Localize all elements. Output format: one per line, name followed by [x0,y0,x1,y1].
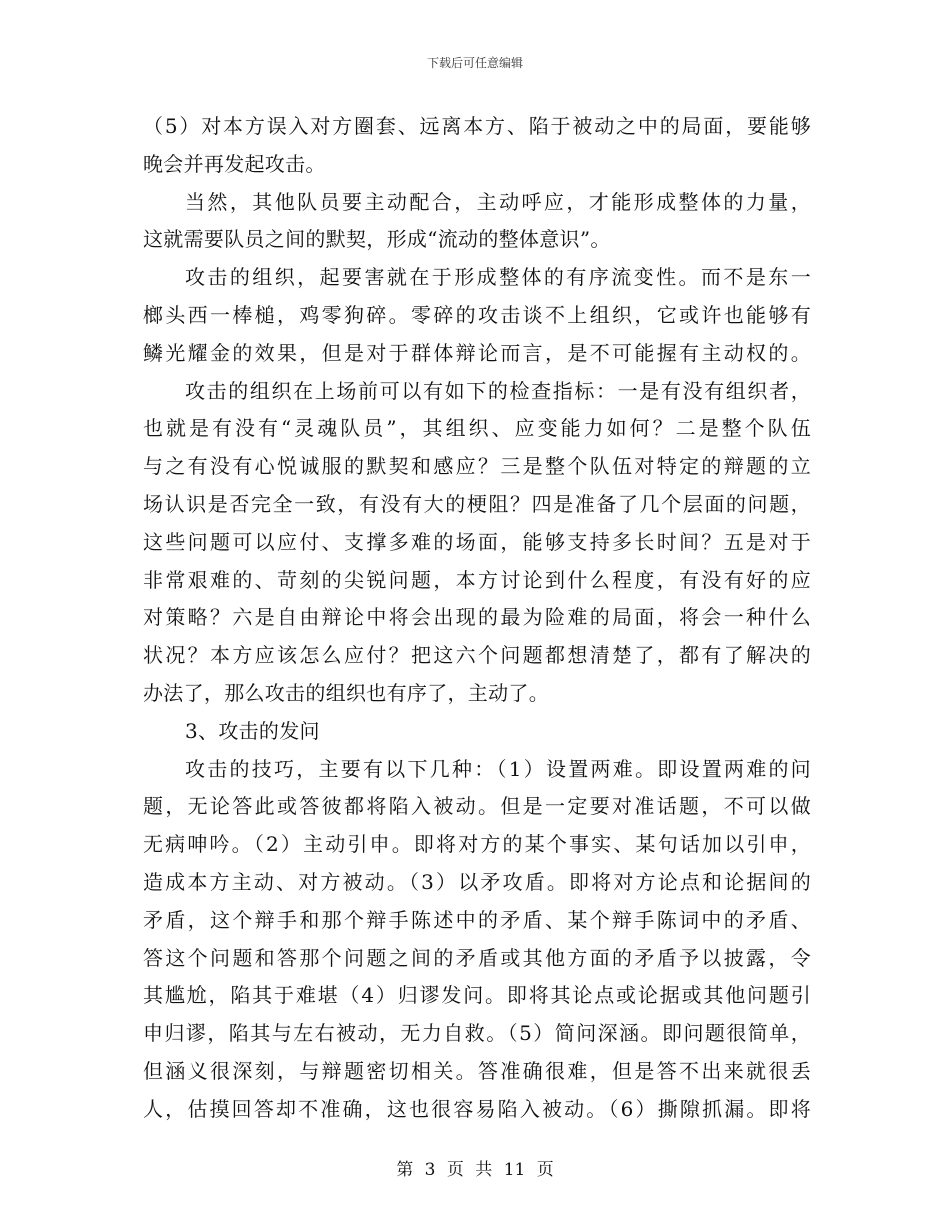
text-line: 这些问题可以应付、支撑多难的场面，能够支持多长时间？五是对于 [143,529,811,554]
text-line: 对策略？六是自由辩论中将会出现的最为险难的局面，将会一种什么 [143,605,811,630]
text-line: 场认识是否完全一致，有没有大的梗阻？四是准备了几个层面的问题， [143,491,811,516]
text-line: 也就是有没有“灵魂队员”，其组织、应变能力如何？二是整个队伍 [143,416,811,441]
text-line: 人，估摸回答却不准确，这也很容易陷入被动。（6）撕隙抓漏。即将 [143,1096,811,1121]
text-line: 攻击的技巧，主要有以下几种：（1）设置两难。即设置两难的问 [185,756,811,781]
text-line: 当然，其他队员要主动配合，主动呼应，才能形成整体的力量， [185,189,811,214]
document-body [143,108,811,1129]
text-line: 矛盾，这个辩手和那个辩手陈述中的矛盾、某个辩手陈词中的矛盾、 [143,907,811,932]
page-header: 下载后可任意编辑 [426,56,523,70]
text-line: 榔头西一棒槌，鸡零狗碎。零碎的攻击谈不上组织，它或许也能够有 [143,302,811,327]
text-line: 攻击的组织，起要害就在于形成整体的有序流变性。而不是东一 [185,265,811,290]
text-line: 攻击的组织在上场前可以有如下的检查指标：一是有没有组织者， [185,378,811,403]
text-line: 晚会并再发起攻击。 [143,151,326,176]
text-line: 造成本方主动、对方被动。（3）以矛攻盾。即将对方论点和论据间的 [143,869,811,894]
page-footer: 第 3 页 共 11 页 [396,1160,554,1180]
text-line: 这就需要队员之间的默契，形成“流动的整体意识”。 [143,227,611,252]
text-line: 申归谬，陷其与左右被动，无力自救。（5）简问深涵。即问题很简单， [143,1021,811,1046]
text-line: 答这个问题和答那个问题之间的矛盾或其他方面的矛盾予以披露，令 [143,945,811,970]
text-line: 办法了，那么攻击的组织也有序了，主动了。 [143,680,549,705]
text-line: 与之有没有心悦诚服的默契和感应？三是整个队伍对特定的辩题的立 [143,454,811,479]
text-line: 非常艰难的、苛刻的尖锐问题，本方讨论到什么程度，有没有好的应 [143,567,811,592]
section-heading: 3、攻击的发问 [185,718,320,743]
text-line: 鳞光耀金的效果，但是对于群体辩论而言，是不可能握有主动权的。 [143,340,811,365]
text-line: 其尴尬，陷其于难堪（4）归谬发问。即将其论点或论据或其他问题引 [143,983,811,1008]
text-line: 状况？本方应该怎么应付？把这六个问题都想清楚了，都有了解决的 [143,643,811,668]
text-line: 无病呻吟。（2）主动引申。即将对方的某个事实、某句话加以引申， [143,832,811,857]
text-line: （5）对本方误入对方圈套、远离本方、陷于被动之中的局面，要能够 [143,114,811,138]
text-line: 但涵义很深刻，与辩题密切相关。答准确很难，但是答不出来就很丢 [143,1058,811,1083]
text-line: 题，无论答此或答彼都将陷入被动。但是一定要对准话题，不可以做 [143,794,811,819]
